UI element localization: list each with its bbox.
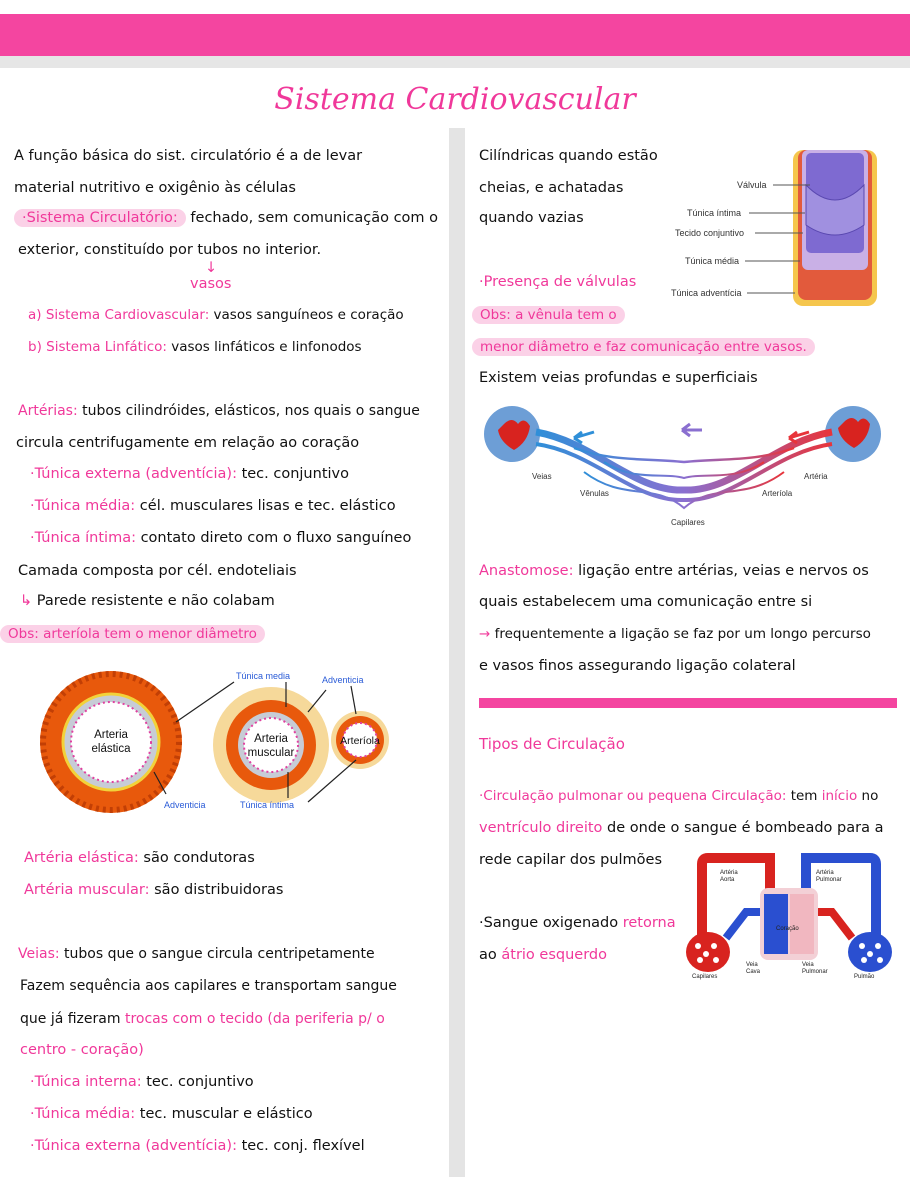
arteria-elastica-line [24, 848, 255, 868]
blood-flow-diagram [484, 402, 884, 530]
anastomose-line-4: e vasos finos assegurando ligação colateral [479, 658, 796, 674]
label-veia-pulmonar-2: Pulmonar [802, 969, 828, 975]
tunica-media-line [30, 496, 396, 516]
anastomose-text-3: frequentemente a ligação se faz por um longo percurso [490, 626, 871, 642]
existem-veias-line: Existem veias profundas e superficiais [479, 370, 758, 386]
tipos-circulacao-heading: Tipos de Circulação [479, 735, 625, 753]
obs-venula-1: Obs: a vênula tem o [472, 306, 625, 324]
sangue-oxigenado-text: ·Sangue oxigenado [479, 915, 623, 931]
obs-venula-2: menor diâmetro e faz comunicação entre vasos. [472, 338, 815, 356]
arterias-line-2: circula centrifugamente em relação ao coração [16, 435, 360, 451]
vein-wall-diagram [665, 145, 880, 310]
section-divider-bar [479, 698, 897, 708]
item-a-label: a) Sistema Cardiovascular: [28, 307, 210, 323]
circulacao-pulmonar-label: ·Circulação pulmonar ou pequena Circulação: [479, 788, 787, 804]
label-arteria-muscular-2: muscular [247, 747, 295, 759]
label-veia-pulmonar-1: Veia [802, 962, 814, 968]
label-pulmao: Pulmão [854, 974, 875, 980]
veias-line-3b: trocas com o tecido (da periferia p/ o [124, 1011, 385, 1027]
cilindricas-line-2: cheias, e achatadas [479, 180, 624, 196]
arteria-muscular-line [24, 880, 283, 900]
obs-venula-line-2 [472, 337, 815, 357]
tunica-externa-text: tec. conjuntivo [236, 466, 349, 482]
tunica-media-text: cél. musculares lisas e tec. elástico [135, 498, 396, 514]
label-capilares: Capilares [671, 518, 705, 527]
atrio-esquerdo: átrio esquerdo [501, 947, 607, 963]
parede-line [20, 591, 275, 611]
arrow-right-icon: → [479, 626, 491, 642]
label-arteria-aorta-2: Aorta [720, 877, 735, 883]
arrow-down-icon: ↓ [205, 260, 218, 276]
label-adventicia-bottom: Adventicia [164, 800, 206, 810]
arterias-text: tubos cilindróides, elásticos, nos quais o sangue [77, 403, 420, 419]
sangue-retorna: retorna [622, 915, 676, 931]
item-a-line [28, 305, 404, 325]
label-arteria-elastica-1: Arteria [94, 729, 128, 741]
veias-line-2: Fazem sequência aos capilares e transportam sangue [20, 978, 397, 994]
artery-cross-section-diagram [26, 662, 398, 818]
cilindricas-line-1: Cilíndricas quando estão [479, 148, 658, 164]
label-tunica-intima-vein: Túnica íntima [687, 208, 742, 218]
tunica-intima-text: contato direto com o fluxo sanguíneo [135, 530, 412, 546]
item-a-text: vasos sanguíneos e coração [209, 307, 404, 323]
label-venulas: Vênulas [580, 489, 609, 498]
veia-tunica-interna-text: tec. conjuntivo [141, 1074, 254, 1090]
arteria-elastica-text: são condutoras [138, 850, 255, 866]
label-arteria-aorta-1: Artéria [720, 870, 738, 876]
intro-line-2: material nutritivo e oxigênio às células [14, 180, 296, 196]
label-adventicia-top: Adventicia [322, 675, 364, 685]
label-tecido-conjuntivo: Tecido conjuntivo [675, 228, 745, 238]
sangue-ao: ao [479, 947, 502, 963]
label-veias: Veias [532, 472, 552, 481]
arteria-elastica-label: Artéria elástica: [24, 850, 139, 866]
label-tunica-media-vein: Túnica média [685, 256, 740, 266]
circulacao-pulmonar-line [479, 786, 878, 806]
label-arteriola: Arteríola [340, 735, 380, 747]
veias-label: Veias: [18, 946, 60, 962]
anastomose-text: ligação entre artérias, veias e nervos os [573, 563, 869, 579]
veia-tunica-media-line [30, 1104, 313, 1124]
sistema-circulatorio-line [14, 208, 438, 228]
label-capilares-circ: Capilares [692, 974, 718, 980]
veia-tunica-media-text: tec. muscular e elástico [135, 1106, 313, 1122]
circulacao-line-2 [479, 818, 883, 838]
circulacao-text-a: tem [786, 788, 822, 804]
item-b-line [28, 337, 362, 357]
parede-text: Parede resistente e não colabam [36, 593, 275, 609]
label-arteriola-flow: Arteríola [762, 489, 793, 498]
rede-capilar-line: rede capilar dos pulmões [479, 852, 663, 868]
label-veia-cava-2: Cava [746, 969, 761, 975]
label-arteria-pulmonar-2: Pulmonar [816, 877, 842, 883]
item-b-text: vasos linfáticos e linfonodos [166, 339, 362, 355]
label-tunica-media: Túnica media [236, 671, 291, 681]
arterias-label: Artérias: [18, 403, 78, 419]
obs-arteriola: Obs: arteríola tem o menor diâmetro [0, 625, 265, 643]
anastomose-line [479, 561, 869, 581]
veia-tunica-media-label: ·Túnica média: [30, 1106, 136, 1122]
sangue-oxigenado-line [479, 913, 676, 933]
label-valvula: Válvula [737, 180, 767, 190]
veia-tunica-externa-line [30, 1136, 365, 1156]
top-banner-shadow [0, 56, 910, 68]
label-arteria-flow: Artéria [804, 472, 828, 481]
hook-arrow-icon: ↳ [20, 593, 33, 609]
label-arteria-pulmonar-1: Artéria [816, 870, 834, 876]
vasos-label: vasos [190, 276, 232, 292]
item-b-label: b) Sistema Linfático: [28, 339, 167, 355]
anastomose-line-3 [479, 624, 871, 644]
pulmonary-circulation-diagram [686, 852, 892, 984]
veias-line-3 [20, 1009, 385, 1029]
arteria-muscular-label: Artéria muscular: [24, 882, 150, 898]
sistema-circulatorio-label: ·Sistema Circulatório: [14, 209, 186, 227]
tunica-externa-line [30, 464, 349, 484]
ventriculo-direito: ventrículo direito [479, 820, 603, 836]
veia-tunica-interna-line [30, 1072, 254, 1092]
top-banner [0, 14, 910, 56]
page-title: Sistema Cardiovascular [274, 82, 636, 117]
veias-text: tubos que o sangue circula centripetamente [59, 946, 375, 962]
presenca-valvulas: ·Presença de válvulas [479, 274, 637, 290]
veias-line [18, 944, 375, 964]
circulacao-inicio: início [821, 788, 858, 804]
veias-line-4: centro - coração) [20, 1042, 144, 1058]
label-arteria-elastica-2: elástica [91, 743, 131, 755]
sistema-circulatorio-text: fechado, sem comunicação com o [185, 210, 439, 226]
obs-venula-line-1 [472, 305, 625, 325]
column-divider [449, 128, 465, 1177]
arterias-line [18, 401, 420, 421]
cilindricas-line-3: quando vazias [479, 210, 584, 226]
circulacao-text-c: de onde o sangue é bombeado para a [602, 820, 884, 836]
obs-arteriola-line [0, 624, 265, 644]
label-tunica-intima: Túnica íntima [240, 800, 295, 810]
label-veia-cava-1: Veia [746, 962, 758, 968]
tunica-intima-line [30, 528, 411, 548]
veias-line-3a: que já fizeram [20, 1011, 125, 1027]
atrio-esquerdo-line [479, 945, 607, 965]
anastomose-label: Anastomose: [479, 563, 574, 579]
label-arteria-muscular-1: Arteria [254, 733, 288, 745]
sistema-circulatorio-line-2: exterior, constituído por tubos no interior. [18, 242, 322, 258]
camada-line: Camada composta por cél. endoteliais [18, 563, 297, 579]
arteria-muscular-text: são distribuidoras [149, 882, 284, 898]
label-tunica-adventicia-vein: Túnica adventícia [671, 288, 742, 298]
veia-tunica-interna-label: ·Túnica interna: [30, 1074, 142, 1090]
tunica-intima-label: ·Túnica íntima: [30, 530, 136, 546]
anastomose-line-2: quais estabelecem uma comunicação entre si [479, 594, 813, 610]
tunica-media-label: ·Túnica média: [30, 498, 136, 514]
circulacao-text-b: no [857, 788, 879, 804]
tunica-externa-label: ·Túnica externa (adventícia): [30, 466, 237, 482]
intro-line-1: A função básica do sist. circulatório é a de levar [14, 148, 363, 164]
label-coracao: Coração [776, 926, 799, 932]
veia-tunica-externa-label: ·Túnica externa (adventícia): [30, 1138, 237, 1154]
veia-tunica-externa-text: tec. conj. flexível [236, 1138, 365, 1154]
